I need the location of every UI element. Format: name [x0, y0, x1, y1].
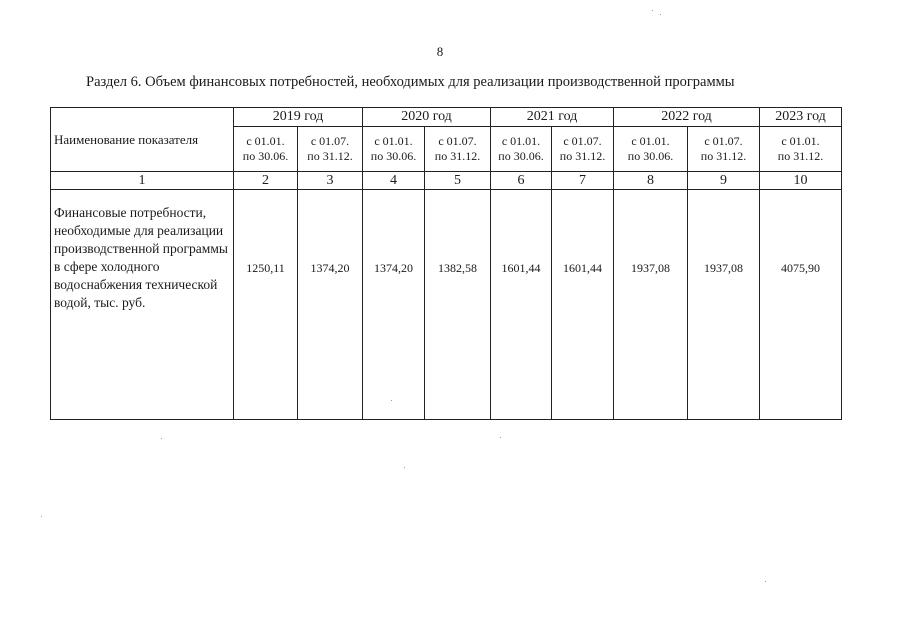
- column-number: 10: [760, 172, 842, 190]
- scan-speck: [765, 581, 766, 582]
- value-cell: 1601,44: [491, 190, 552, 420]
- period-start: с 01.01.: [781, 134, 820, 148]
- period-end: по 30.06.: [370, 149, 417, 163]
- value-cell: 1382,58: [425, 190, 491, 420]
- period-start: с 01.01.: [374, 134, 413, 148]
- period-end: по 30.06.: [498, 149, 544, 163]
- column-number: 3: [298, 172, 363, 190]
- period-start: с 01.07.: [704, 134, 743, 148]
- financial-needs-table: [50, 107, 842, 420]
- period-header: [363, 127, 425, 172]
- period-header: [298, 127, 363, 172]
- column-number: 5: [425, 172, 491, 190]
- period-end: по 31.12.: [559, 149, 606, 163]
- scan-speck: [391, 400, 392, 401]
- period-start: с 01.07.: [563, 134, 602, 148]
- column-number: 9: [688, 172, 760, 190]
- period-end: по 30.06.: [242, 149, 289, 163]
- column-number: 2: [234, 172, 298, 190]
- value-cell: 1374,20: [363, 190, 425, 420]
- scan-speck: [660, 14, 661, 15]
- scan-speck: [500, 437, 501, 438]
- period-header: [552, 127, 614, 172]
- section-title: Раздел 6. Объем финансовых потребностей, необходимых для реализации производственной программы: [86, 74, 735, 90]
- year-header-2020: 2020 год: [363, 108, 491, 127]
- column-number: 8: [614, 172, 688, 190]
- year-header-2021: 2021 год: [491, 108, 614, 127]
- period-start: с 01.01.: [631, 134, 670, 148]
- scan-speck: [404, 467, 405, 468]
- period-end: по 31.12.: [307, 149, 353, 163]
- page-number: 8: [436, 44, 444, 59]
- column-number: 4: [363, 172, 425, 190]
- name-column-header: Наименование показателя: [51, 108, 234, 172]
- period-start: с 01.07.: [310, 134, 350, 148]
- value-cell: 4075,90: [760, 190, 842, 420]
- year-header-2022: 2022 год: [614, 108, 760, 127]
- period-header: [425, 127, 491, 172]
- row-indicator-name: Финансовые потребности, необходимые для реализации производственной программы в сфере холодного водоснабжения технической водой, тыс. руб.: [51, 190, 234, 420]
- scan-speck: [161, 438, 162, 439]
- scan-speck: [41, 516, 42, 517]
- period-header: [614, 127, 688, 172]
- year-header-2023: 2023 год: [760, 108, 842, 127]
- value-cell: 1937,08: [614, 190, 688, 420]
- value-cell: 1374,20: [298, 190, 363, 420]
- period-header: [688, 127, 760, 172]
- year-header-2019: 2019 год: [234, 108, 363, 127]
- table-row: [51, 190, 842, 420]
- value-cell: 1937,08: [688, 190, 760, 420]
- period-end: по 31.12.: [700, 149, 747, 163]
- period-end: по 30.06.: [627, 149, 674, 163]
- column-number: 1: [51, 172, 234, 190]
- period-header: [234, 127, 298, 172]
- period-start: с 01.07.: [438, 134, 477, 148]
- period-end: по 31.12.: [434, 149, 481, 163]
- value-cell: 1250,11: [234, 190, 298, 420]
- period-header: [760, 127, 842, 172]
- period-header: [491, 127, 552, 172]
- column-number: 6: [491, 172, 552, 190]
- value-cell: 1601,44: [552, 190, 614, 420]
- column-number: 7: [552, 172, 614, 190]
- year-header-row: [51, 108, 842, 127]
- column-number-row: [51, 172, 842, 190]
- period-end: по 31.12.: [777, 149, 824, 163]
- scan-speck: [652, 10, 653, 11]
- period-start: с 01.01.: [246, 134, 285, 148]
- period-start: с 01.01.: [501, 134, 541, 148]
